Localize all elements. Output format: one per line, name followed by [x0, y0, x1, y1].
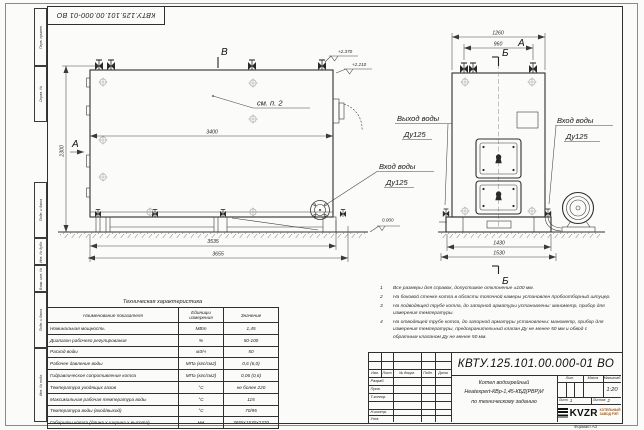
- spec-name: Расход воды: [48, 346, 179, 358]
- product-name-line3: по техническому заданию: [471, 398, 537, 405]
- spec-name: Температура воды (вход/выход): [48, 405, 179, 417]
- valve-icon: [248, 60, 256, 70]
- stamp-col-data: Дата: [438, 371, 448, 375]
- elevation-mark-2370: [325, 49, 358, 62]
- product-name-line2: Heatexpert-КВр-1,45-КБД(РВР)И: [464, 389, 544, 396]
- outlet-fitting: [333, 99, 362, 131]
- margin-box-label: Взам. инв. №: [38, 267, 43, 290]
- margin-box-label: Подп. и дата: [38, 198, 43, 222]
- svg-text:Выход воды: Выход воды: [397, 114, 440, 123]
- see-note-label: см. п. 2: [257, 98, 283, 108]
- dim-3535: 3535: [207, 239, 219, 245]
- note-text: Все размеры для справок, допустимое отклонение ±100 мм.: [393, 286, 534, 291]
- crosshair-icon: [248, 207, 257, 216]
- margin-box-label: Инв. № подл.: [38, 373, 43, 397]
- dim-3655: 3655: [212, 251, 224, 258]
- spec-value: 0,6 (6,0): [224, 358, 279, 370]
- boiler-shell-side: [90, 70, 333, 217]
- spec-units: °С: [179, 381, 224, 393]
- spec-header-name: Наименование показателя: [48, 308, 179, 323]
- svg-text:Б: Б: [502, 48, 509, 59]
- spec-row: [48, 370, 279, 382]
- spec-value: не более 220: [224, 381, 279, 393]
- dim-3400: 3400: [206, 129, 218, 136]
- front-view: [395, 31, 613, 288]
- note-item: [377, 303, 613, 318]
- boiler-leg: [214, 217, 227, 232]
- svg-text:Вход воды: Вход воды: [379, 162, 416, 171]
- spec-value: 115: [224, 393, 279, 405]
- crosshair-icon: [460, 206, 469, 215]
- stamp-role-utv: Утв.: [370, 416, 380, 421]
- door-handle-icon: [495, 191, 501, 200]
- dim-1430: 1430: [493, 240, 505, 247]
- inlet-water-label-front: [549, 116, 613, 204]
- spec-table: [47, 307, 279, 429]
- note-text: На подводящей трубе котла, до запорной арматуры установлены: манометр, прибор для измерения температуры.: [393, 303, 605, 317]
- dim-960: 960: [493, 41, 503, 48]
- stamp-col-list: Лист: [382, 371, 392, 375]
- spec-units: %: [179, 334, 224, 346]
- crosshair-icon: [98, 77, 107, 86]
- manufacturer-logo: [557, 404, 621, 422]
- section-marker-b-bottom: [492, 266, 509, 287]
- stamp-col-izm: Изм.: [371, 371, 379, 375]
- svg-text:Ду125: Ду125: [404, 130, 426, 139]
- spec-units: м3/ч: [179, 346, 224, 358]
- sheet-value: 1: [569, 398, 573, 403]
- outlet-water-label: [395, 114, 452, 205]
- stamp-col-podp: Подп.: [423, 371, 433, 375]
- spec-title: Техническая характеристика: [122, 299, 203, 305]
- crosshair-icon: [248, 114, 257, 123]
- ground-hatch: [60, 232, 366, 238]
- spec-name: Номинальная мощность: [48, 323, 179, 335]
- sheet-label: Лист: [559, 398, 568, 402]
- sight-glass: [517, 112, 538, 128]
- crosshair-icon: [248, 78, 257, 87]
- svg-text:Б: Б: [502, 276, 509, 287]
- sheets-label: Листов: [593, 398, 606, 402]
- mass-label: Масса: [587, 376, 599, 380]
- spec-name: Диапазон рабочего регулирования: [48, 334, 179, 346]
- spec-value: 50-100: [224, 334, 279, 346]
- svg-text:Ду125: Ду125: [566, 132, 588, 141]
- blower-fan: [562, 193, 595, 233]
- side-view: [58, 47, 434, 262]
- spec-name: Гидравлическое сопротивление котла: [48, 370, 179, 382]
- outlet-valve-icon: [443, 209, 449, 217]
- logo-mark-icon: [558, 408, 568, 418]
- note-number: 1: [380, 286, 383, 291]
- spec-row: [48, 323, 279, 335]
- drain-valve-icon: [95, 210, 101, 218]
- note-item: [377, 285, 613, 292]
- doc-number: КВТУ.125.101.00.000-01 ВО: [457, 358, 615, 370]
- format-label: Формат А3: [574, 424, 597, 429]
- crosshair-icon: [527, 77, 536, 86]
- boiler-leg: [96, 217, 110, 232]
- spec-row: [48, 405, 279, 417]
- spec-row: [48, 381, 279, 393]
- spec-value: 3655х1530х2370: [224, 417, 279, 429]
- flipped-doc-number: КВТУ.125.101.00.000-01 ВО: [56, 11, 156, 20]
- spec-row: [48, 417, 279, 429]
- spec-units: мм: [179, 417, 224, 429]
- spec-value: 0,06 (0,6): [224, 370, 279, 382]
- note-text: На отводящей трубе котла, до запорной арматуры установлены: манометр, прибор для измерения температуры, предохранительный клапан Ду не менее 50 мм и обвод с обратным клапаном Ду не менее 50 мм.: [393, 319, 604, 340]
- spec-section: [47, 299, 278, 429]
- spec-row: [48, 358, 279, 370]
- spec-units: МПа (кгс/см2): [179, 370, 224, 382]
- inlet-valve-icon: [545, 209, 551, 217]
- note-item: [377, 294, 613, 301]
- valve-icon: [469, 63, 477, 73]
- spec-units: МВт: [179, 323, 224, 335]
- stamp-role-nkontr: Н.контр.: [370, 409, 387, 414]
- spec-units: МПа (кгс/см2): [179, 358, 224, 370]
- sheets-value: 2: [607, 398, 610, 403]
- logo-text: KVZR: [569, 407, 598, 419]
- note-number: 3: [380, 303, 383, 309]
- crosshair-icon: [98, 135, 107, 144]
- section-marker-b-top: [492, 48, 509, 66]
- view-title-a: А: [518, 38, 525, 49]
- crosshair-icon: [460, 77, 469, 86]
- spec-units: °С: [179, 393, 224, 405]
- spec-name: Габариты котла (длина х ширина х высота): [48, 417, 179, 429]
- svg-text:+2.210: +2.210: [352, 62, 367, 67]
- spec-header-units: Единицы измерения: [179, 308, 224, 323]
- spec-row: [48, 393, 279, 405]
- stamp-role-tkontr: Т.контр.: [370, 394, 387, 399]
- spec-value: 70/95: [224, 405, 279, 417]
- spec-name: Температура уходящих газов: [48, 381, 179, 393]
- scale-value: 1:20: [606, 386, 618, 393]
- scale-label: Масштаб: [603, 376, 621, 380]
- margin-box-label: Перв. примен.: [38, 25, 43, 49]
- margin-box-label: Справ. №: [38, 85, 43, 103]
- elevation-mark-zero: [370, 218, 400, 233]
- valve-icon: [460, 63, 468, 73]
- svg-text:Ду125: Ду125: [386, 178, 408, 187]
- stamp-role-prov: Пров.: [370, 386, 381, 391]
- lit-label: Лит.: [565, 376, 575, 380]
- drain-valve-icon: [220, 210, 226, 218]
- svg-text:0.000: 0.000: [382, 217, 394, 223]
- view-marker-b: В: [221, 47, 228, 58]
- product-name-line1: Котел водогрейный: [478, 380, 530, 386]
- view-marker-a: А: [72, 139, 79, 150]
- svg-text:+2.370: +2.370: [338, 49, 353, 54]
- valve-icon: [95, 60, 103, 70]
- crosshair-icon: [527, 206, 536, 215]
- dim-1530: 1530: [493, 250, 505, 257]
- svg-text:Вход воды: Вход воды: [557, 116, 594, 125]
- margin-box-label: Подп. и дата: [38, 308, 43, 332]
- logo-subtitle: КОТЕЛЬНЫЙ ЗАВОД РЭП: [599, 408, 621, 416]
- spec-row: [48, 334, 279, 346]
- elevation-mark-2210: [336, 62, 372, 74]
- spec-value: 1,45: [224, 323, 279, 335]
- spec-units: °С: [179, 405, 224, 417]
- note-text: На боковой стенке котла в области топочной камеры установлен пробоотборный штуцер.: [393, 294, 611, 300]
- stamp-col-dokum: № докум.: [399, 371, 415, 375]
- valve-icon: [529, 63, 537, 73]
- product-name: [451, 375, 557, 422]
- stamp-role-razrab: Разраб.: [370, 378, 385, 383]
- note-number: 4: [380, 319, 383, 325]
- spec-header-value: Значение: [224, 308, 279, 323]
- inlet-water-label-side: [327, 162, 434, 204]
- spec-name: Максимальная рабочая температура воды: [48, 393, 179, 405]
- valve-icon: [318, 60, 326, 70]
- note-item: [377, 319, 613, 341]
- ground-hatch: [440, 232, 602, 238]
- spec-value: 50: [224, 346, 279, 358]
- door-handle-icon: [495, 154, 501, 163]
- sheets-cell: [591, 397, 623, 404]
- dim-2300: 2300: [59, 145, 66, 157]
- spec-row: [48, 346, 279, 358]
- title-block: [368, 352, 623, 424]
- margin-box-label: Инв. № дубл.: [38, 240, 43, 263]
- note-number: 2: [380, 294, 383, 300]
- boiler-leg: [323, 217, 336, 232]
- spec-name: Рабочее давление воды: [48, 358, 179, 370]
- crosshair-icon: [98, 172, 107, 181]
- dim-1260: 1260: [492, 30, 504, 37]
- sheet-cell: [557, 397, 593, 404]
- notes-block: [377, 285, 613, 343]
- drain-valve-icon: [340, 210, 346, 218]
- valve-icon: [107, 60, 115, 70]
